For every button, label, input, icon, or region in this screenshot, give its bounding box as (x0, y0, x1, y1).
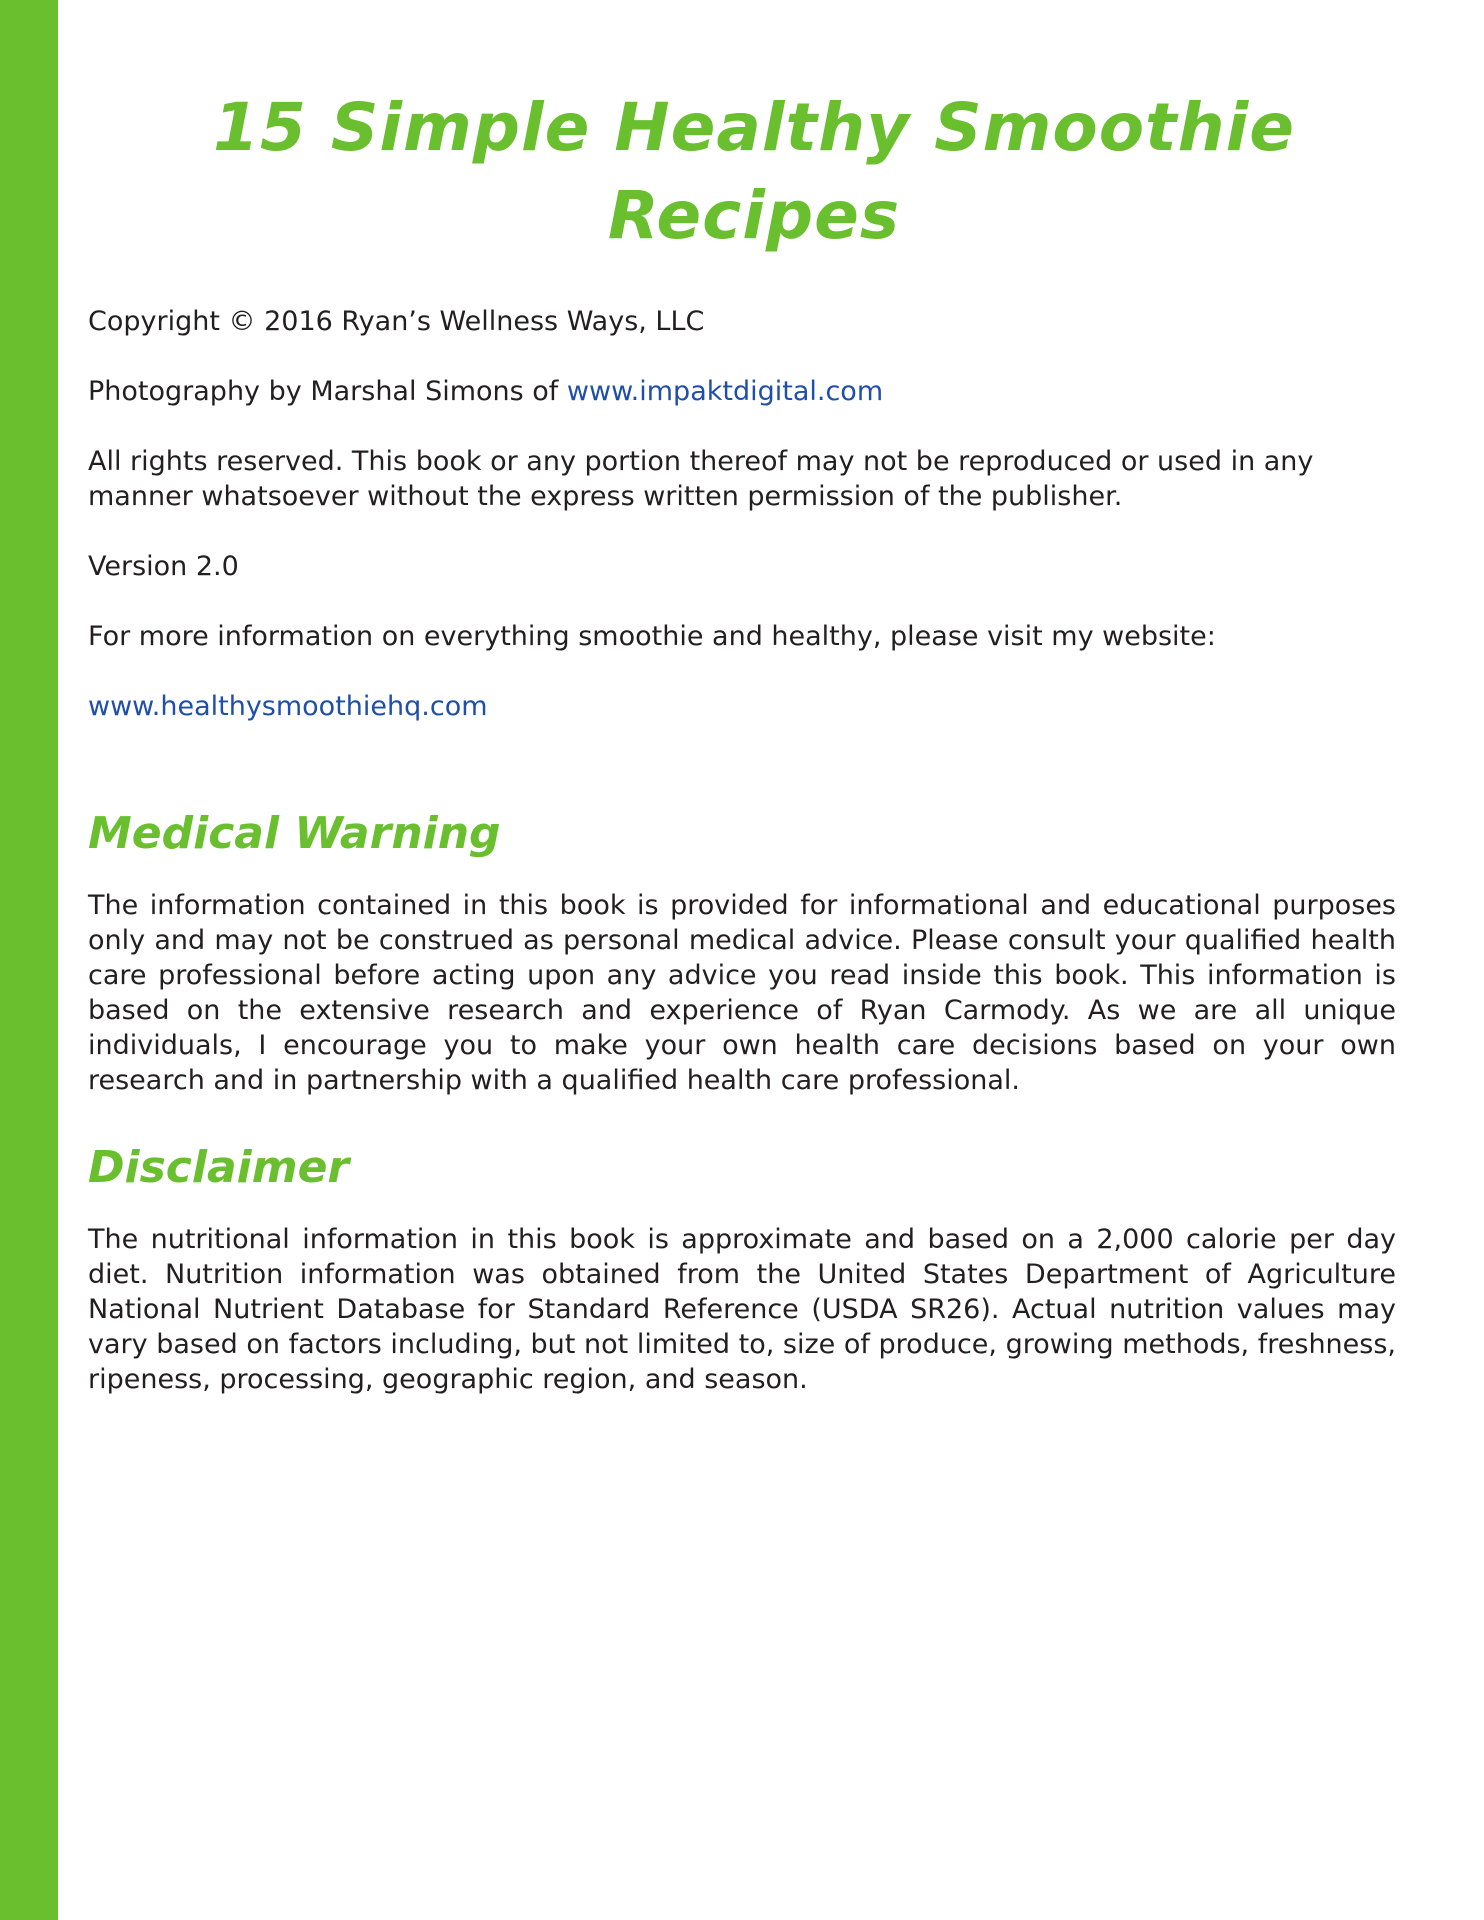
photography-credit: Photography by Marshal Simons of (88, 376, 567, 407)
photography-line (88, 374, 1396, 409)
disclaimer-body: The nutritional information in this book is approximate and based on a 2,000 calorie per day diet. Nutrition information was obtained from the United States Department of Agriculture National Nutrient Database for Standard Reference (USDA SR26). Actual nutrition values may vary based on factors including, but not limited to, size of produce, growing methods, freshness, ripeness, processing, geographic region, and season. (88, 1224, 1396, 1395)
green-side-bar (0, 0, 58, 1920)
impaktdigital-link[interactable]: www.impaktdigital.com (566, 376, 884, 407)
website-link[interactable]: www.healthysmoothiehq.com (88, 691, 488, 722)
more-info-line: For more information on everything smoothie and healthy, please visit my website: (88, 621, 1216, 652)
page-title: 15 Simple Healthy Smoothie Recipes (213, 89, 1295, 254)
version-line: Version 2.0 (88, 551, 239, 582)
rights-statement: All rights reserved. This book or any portion thereof may not be reproduced or used in any manner whatsoever without the express written permission of the publisher. (88, 446, 1314, 512)
medical-warning-heading: Medical Warning (88, 808, 501, 859)
medical-warning-body: The information contained in this book is provided for informational and educational purposes only and may not be construed as personal medical advice. Please consult your qualified health care professional before acting upon any advice you read inside this book. This information is based on the extensive research and experience of Ryan Carmody. As we are all unique individuals, I encourage you to make your own health care decisions based on your own research and in partnership with a qualified health care professional. (88, 890, 1396, 1096)
copyright-line: Copyright © 2016 Ryan’s Wellness Ways, LLC (88, 306, 705, 337)
disclaimer-heading: Disclaimer (88, 1142, 350, 1193)
page-content (88, 0, 1396, 1397)
website-line (88, 689, 1396, 724)
